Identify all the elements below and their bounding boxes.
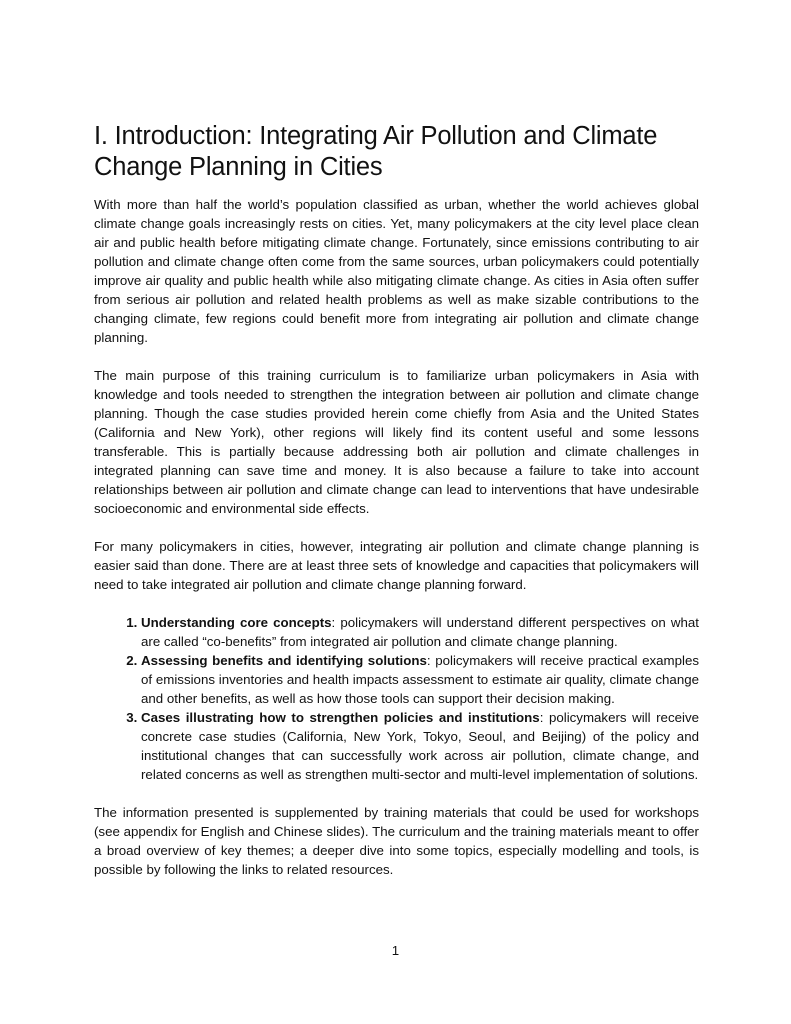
document-body <box>94 121 699 898</box>
section-heading: I. Introduction: Integrating Air Pollution and Climate Change Planning in Cities <box>94 122 658 181</box>
list-item-text: : policymakers will receive concrete case studies (California, New York, Tokyo, Seoul, and Beijing) of the policy and institutional changes that can successfully work across air pollution, climate change, and related concerns as well as strengthen multi-sector and multi-level implementation of solutions. <box>141 710 699 782</box>
list-item-text: : policymakers will understand different perspectives on what are called “co-benefits” from integrated air pollution and climate change planning. <box>141 615 699 649</box>
paragraph-intro: With more than half the world’s population classified as urban, whether the world achieves global climate change goals increasingly rests on cities. Yet, many policymakers at the city level place clean air and public health before mitigating climate change. Fortunately, since emissions contributing to air pollution and climate change often come from the same sources, urban policymakers could potentially improve air quality and public health while also mitigating climate change. As cities in Asia often suffer from serious air pollution and related health problems as well as make sizable contributions to the changing climate, few regions could benefit more from integrating air pollution and climate change planning. <box>94 197 699 345</box>
list-item <box>141 651 699 708</box>
paragraph-capacities: For many policymakers in cities, however, integrating air pollution and climate change planning is easier said than done. There are at least three sets of knowledge and capacities that policymakers will need to take integrated air pollution and climate change planning forward. <box>94 539 699 592</box>
list-item-lead: Cases illustrating how to strengthen policies and institutions <box>141 710 540 725</box>
list-item <box>141 613 699 651</box>
list-item-text: : policymakers will receive practical examples of emissions inventories and health impacts assessment to estimate air quality, climate change and other benefits, as well as how those tools can support their decision making. <box>141 653 699 706</box>
page-number: 1 <box>391 943 400 958</box>
paragraph-purpose: The main purpose of this training curriculum is to familiarize urban policymakers in Asia with knowledge and tools needed to strengthen the integration between air pollution and climate change planning. Though the case studies provided herein come chiefly from Asia and the United States (California and New York), other regions will likely find its content useful and some lessons transferable. This is partially because addressing both air pollution and climate challenges in integrated planning can save time and money. It is also because a failure to take into account relationships between air pollution and climate change can lead to interventions that have undesirable socioeconomic and environmental side effects. <box>94 368 699 516</box>
list-item <box>141 708 699 784</box>
capacities-list <box>94 613 699 784</box>
paragraph-closing: The information presented is supplemented by training materials that could be used for workshops (see appendix for English and Chinese slides). The curriculum and the training materials meant to offer a broad overview of key themes; a deeper dive into some topics, especially modelling and tools, is possible by following the links to related resources. <box>94 805 699 877</box>
list-item-lead: Assessing benefits and identifying solutions <box>141 653 427 668</box>
list-item-lead: Understanding core concepts <box>141 615 332 630</box>
